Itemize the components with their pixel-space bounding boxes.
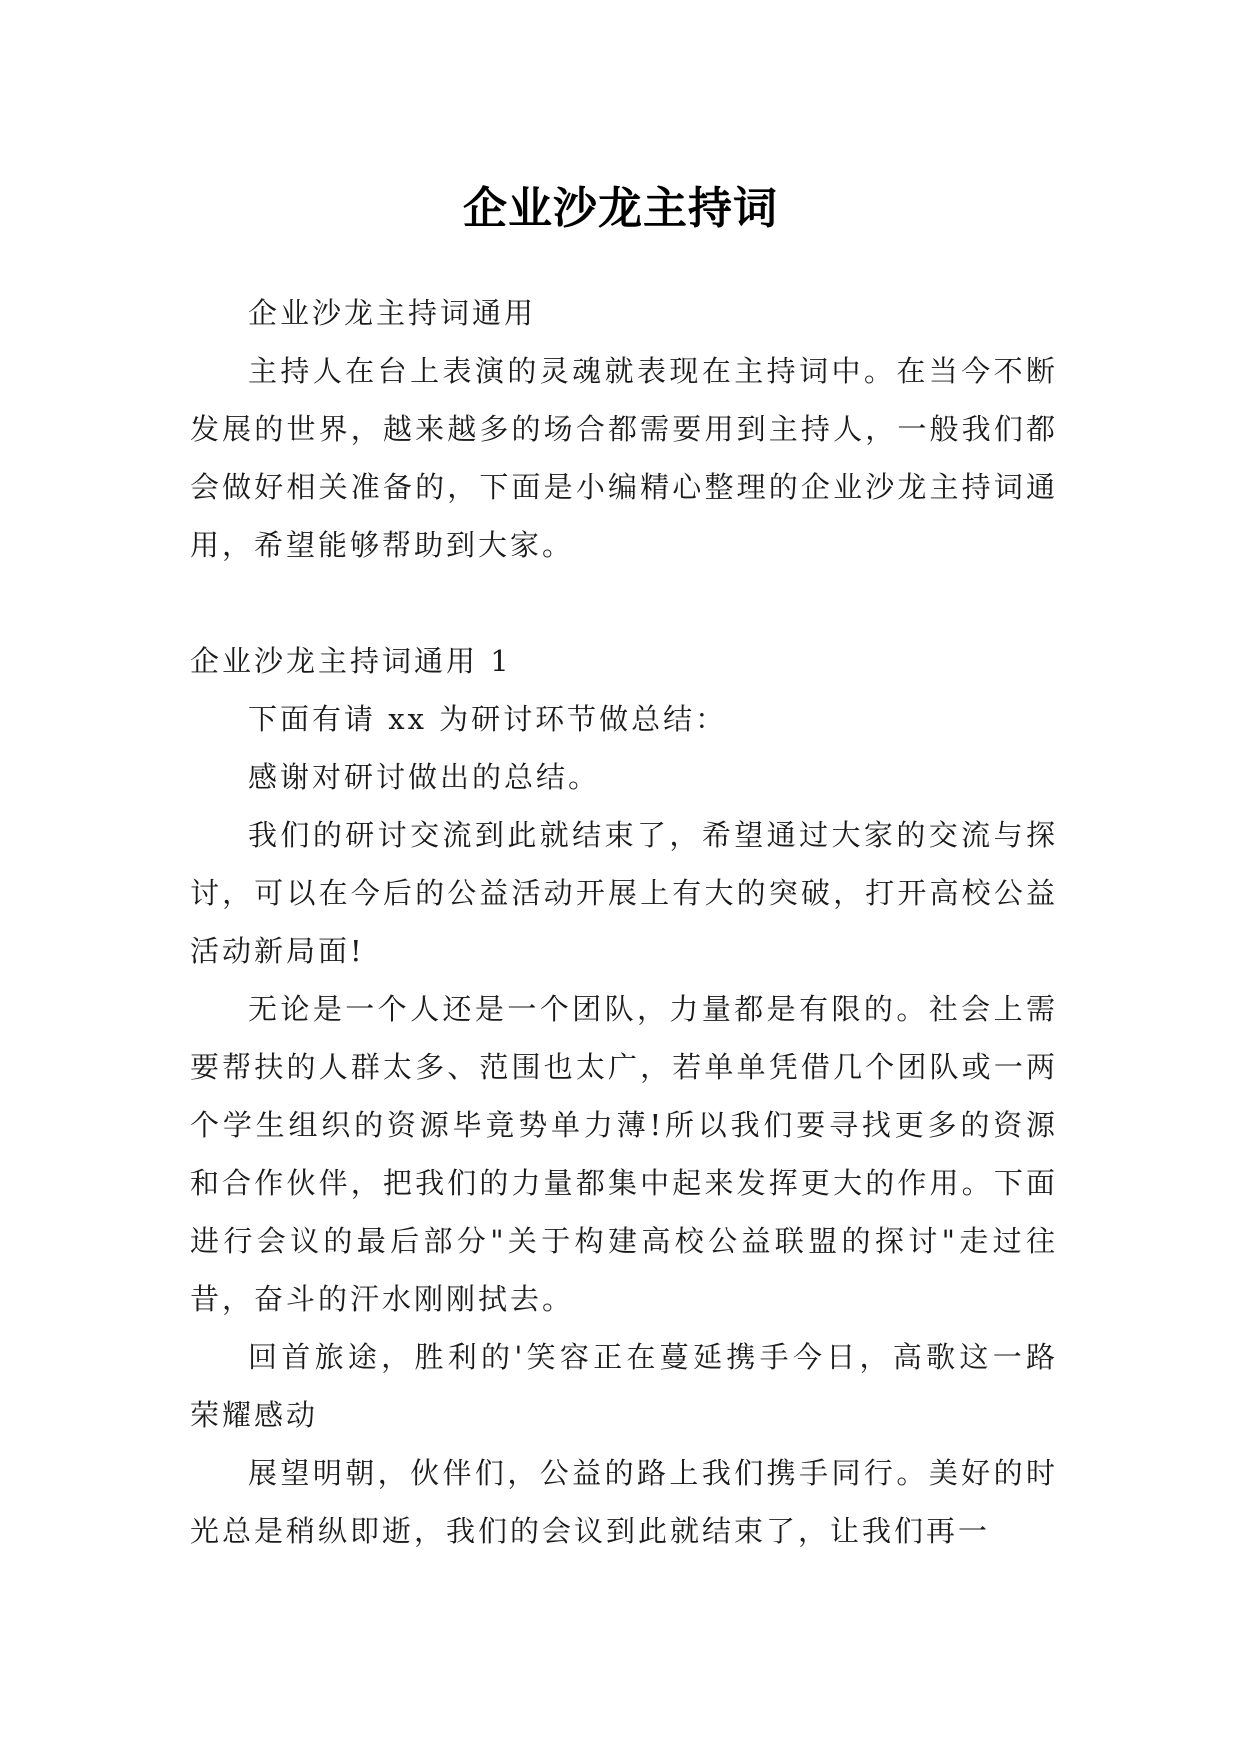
paragraph: 回首旅途，胜利的'笑容正在蔓延携手今日，高歌这一路荣耀感动 — [190, 1340, 1058, 1432]
document-title: 企业沙龙主持词 — [463, 183, 778, 235]
section-heading: 企业沙龙主持词通用 1 — [190, 644, 512, 678]
paragraph: 下面有请 xx 为研讨环节做总结： — [248, 702, 728, 736]
paragraph: 我们的研讨交流到此就结束了，希望通过大家的交流与探讨，可以在今后的公益活动开展上有大的突破，打开高校公益活动新局面! — [190, 818, 1058, 968]
paragraph: 无论是一个人还是一个团队，力量都是有限的。社会上需要帮扶的人群太多、范围也太广，若单单凭借几个团队或一两个学生组织的资源毕竟势单力薄!所以我们要寻找更多的资源和合作伙伴，把我们的力量都集中起来发挥更大的作用。下面进行会议的最后部分"关于构建高校公益联盟的探讨"走过往昔，奋斗的汗水刚刚拭去。 — [190, 992, 1058, 1316]
paragraph-intro: 主持人在台上表演的灵魂就表现在主持词中。在当今不断发展的世界，越来越多的场合都需要用到主持人，一般我们都会做好相关准备的，下面是小编精心整理的企业沙龙主持词通用，希望能够帮助到大家。 — [190, 354, 1058, 562]
paragraph: 感谢对研讨做出的总结。 — [248, 760, 601, 794]
paragraph-subtitle: 企业沙龙主持词通用 — [248, 296, 537, 330]
document-body — [190, 284, 1058, 1560]
paragraph: 展望明朝，伙伴们，公益的路上我们携手同行。美好的时光总是稍纵即逝，我们的会议到此就结束了，让我们再一 — [190, 1456, 1058, 1548]
